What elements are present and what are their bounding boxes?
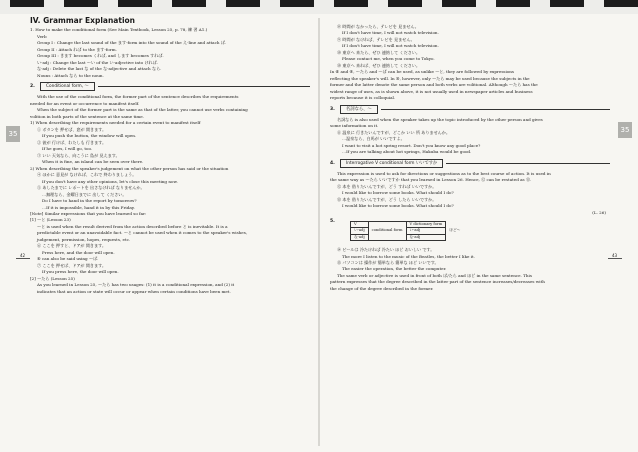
text-line: This expression is used to ask for directions or suggestions as to the best course of action. It is used in [337,170,551,176]
example-jp: ⑫ 本を 借りたいんですが、どう すれば いいですか。 [337,183,437,189]
lesson-tab-left: 35 [6,126,20,142]
page-number-left: 42 [20,253,26,258]
scan-mark [442,0,476,7]
section-2-header [30,82,310,91]
table-cell: V dictionary form [406,222,446,228]
scan-mark [10,0,44,7]
left-page [30,18,310,295]
text-line: 2) When describing the speaker's judgement on what the other person has said or the situation [30,165,229,171]
table-cell: な-adj [406,234,446,240]
example-en: If he goes, I will go, too. [42,146,93,152]
text-line: widest range of uses, as is shown above, it is not usually used in newspaper articles and business [330,88,533,94]
page-number-right: 43 [612,253,618,258]
scan-mark [64,0,98,7]
section-number: 4. [330,160,335,166]
section-heading: 1. How to make the conditional form (See Main Textbook, Lesson 25, p. 78, 練 習 A1.) [30,27,208,33]
text-line: some information on it. [330,123,379,129]
section-3-header [330,105,610,114]
example-jp: ⑨ 時間が なければ、テレビを 見ません。 [337,36,415,42]
example-en: …If it is impossible, hand it in by this Friday. [42,204,135,210]
text-line: い-adj : Change the last 〜い of the い-adjective into ければ. [37,59,159,65]
section-number: 3. [330,106,335,112]
text-line: 名詞なら is also used when the speaker takes up the topic introduced by the other person and gives [337,116,543,122]
example-jp: ⑩ 東京へ 来れば、ぜひ 連絡して ください。 [337,62,420,68]
example-en: If you push the button, the window will open. [42,133,137,139]
text-line: [1] 〜と (Lesson 23) [30,217,71,223]
example-jp: ③ いい 天気なら、向こうに 島が 見えます。 [37,152,120,158]
right-page [330,24,610,292]
note-heading: [Note] Similar expressions that you have learned so far: [30,211,147,216]
example-en: Press here, and the door will open. [42,249,115,255]
table-cell: い-adj [351,228,369,234]
table-cell: な-adj [351,234,369,240]
text-line: な-adj : Delete the last な of the な-adjective and attach なら. [37,66,162,72]
example-jp: ⑤ あしたまでに レポートを 出さなければ なりませんか。 [37,185,145,191]
example-en: If you don't have any other opinions, let's close this meeting now. [42,178,178,184]
example-jp: ⑭ ビールは 冷たければ 冷たい ほど おいしい です。 [337,247,435,253]
text-line: needed for an event or occurrence to manifest itself. [30,100,140,106]
text-line: pattern expresses that the degree described in the latter part of the sentence increases/decreases with [330,279,545,285]
example-jp: ⑥ ここを 押すと、ドアが 開きます。 [37,243,106,249]
table-cell: V [351,222,369,228]
text-line: the change of the degree described in the former. [330,285,434,291]
text-line: With the use of the conditional form, the former part of the sentence describes the requirements [37,94,239,100]
text-line: As you learned in Lesson 25, 〜たら has two usages: (1) it is a conditional expression, and (2) it [37,282,235,288]
section-number: 5. [330,219,335,225]
example-en: If I don't have time, I will not watch television. [342,43,439,49]
example-en: I would like to borrow some books. What should I do? [342,190,454,196]
text-line: Group I : Change the last sound of the ます-form into the sound of the え-line and attach ば. [37,40,227,46]
scan-mark [172,0,206,7]
example-jp: …温泉なら、白馬が いいですよ。 [342,136,405,142]
example-en: Please contact me, when you come to Tokyo. [342,56,435,62]
table-cell: ほど〜 [449,228,461,233]
text-line: reports because it is colloquial. [330,95,396,101]
section-4-header [330,159,610,168]
text-line: predictable event or an unavoidable fact. 〜と cannot be used when it comes to the speaker's wishes, [37,230,248,236]
section-5-header [330,219,610,244]
text-line: [2] 〜たら (Lesson 25) [30,275,75,281]
text-line: former and the latter denote the same person and both verbs are volitional. Although 〜たら has the [330,82,538,88]
scan-mark [388,0,422,7]
text-line: Verb [37,33,47,39]
conjugation-table [350,221,463,241]
text-line: the same way as 〜たら いいですか that you learned in Lesson 26. Hence, ⑫ can be restated as ⑬. [330,177,532,183]
example-en: Do I have to hand in the report by tomorrow? [42,198,137,204]
text-line: The same verb or adjective is used in front of both ば/たら and ほど in the same sentence. This [337,272,532,278]
example-jp: …無理なら、金曜日までに 出して ください。 [42,191,127,197]
example-en: If you press here, the door will open. [42,269,119,275]
page-number-rule [608,258,622,259]
example-en: I want to visit a hot spring resort. Don't you know any good place? [342,142,481,148]
example-en: When it is fine, an island can be seen over there. [42,159,144,165]
text-line: Group III : きます becomes くれば, and します becomes すれば. [37,53,164,59]
scan-mark [226,0,260,7]
lesson-tab-right: 35 [618,122,632,138]
example-en: …If you are talking about hot springs, Hakuba would be good. [342,149,472,155]
page-title: IV. Grammar Explanation [30,16,136,25]
table-cell: conditional form [368,222,406,241]
example-en: The easier the operation, the better the computer. [342,266,447,272]
lesson-reference: (L. 26) [592,209,606,215]
scan-mark [550,0,584,7]
example-jp: ① ボタンを 押せば、窓が 開きます。 [37,126,107,132]
example-en: The more I listen to the music of the Beatles, the better I like it. [342,253,475,259]
text-line: 1) When describing the requirements needed for a certain event to manifest itself [30,120,201,126]
section-box: 名詞なら、〜 [340,105,378,114]
example-en: I would like to borrow some books. What should I do? [342,203,454,209]
example-jp: ⑮ パソコンは 操作が 簡単なら 簡単な ほど いいです。 [337,260,439,265]
text-line: Group II : Attach れば to the ます-form. [37,46,117,52]
example-jp: ⑬ 本を 借りたいんですが、どう したら いいですか。 [337,196,437,202]
page-number-rule [16,258,30,259]
text-line: When the subject of the former part is the same as that of the latter, you cannot use verbs containing [37,107,248,113]
text-line: judgement, permission, hopes, requests, etc. [37,236,131,242]
section-rule [98,86,310,87]
text-line: volition in both parts of the sentence at the same time. [30,113,145,119]
scan-mark [334,0,368,7]
table-cell: い-adj [406,228,446,234]
example-jp: ⑪ 温泉に 行きたいんですが、どこか いい 所 ありませんか。 [337,129,450,135]
scan-mark [496,0,530,7]
section-box: Interrogative V conditional form いいですか [340,159,443,168]
section-box: Conditional form, 〜 [40,82,95,91]
section-rule [381,109,610,110]
scan-mark [604,0,638,7]
example-en: If I don't have time, I will not watch television. [342,30,439,36]
scan-top-band [0,0,638,14]
example-jp: ⑦ ここを 押せば、ドアが 開きます。 [37,262,106,268]
scan-mark [118,0,152,7]
example-jp: ⑩ 東京へ 来たら、ぜひ 連絡して ください。 [337,49,420,55]
text-line: Nouns : Attach なら to the noun. [37,72,104,78]
page-gutter [318,18,320,446]
example-jp: ④ ほかに 意見が なければ、これで 終わりましょう。 [37,172,137,178]
text-line: indicates that an action or state will occur or appear when certain conditions have been met. [37,288,231,294]
scan-mark [280,0,314,7]
text-line: ⑥ can also be said using 〜ば. [37,256,99,262]
example-jp: ⑧ 時間が なかったら、テレビを 見ません。 [337,24,419,29]
text-line: In ⑧ and ⑨, 〜たら and 〜ば can be used, as unlike 〜と, they are followed by expressions [330,69,515,75]
text-line: 〜と is used when the result derived from the action described before と is inevitable. It is a [37,223,228,229]
section-rule [446,163,610,164]
section-number: 2. [30,83,35,89]
example-jp: ② 彼が 行けば、わたしも 行きます。 [37,139,107,145]
text-line: reflecting the speaker's will. In ⑩, however, only 〜たら may be used because the subjects in the [330,75,530,81]
